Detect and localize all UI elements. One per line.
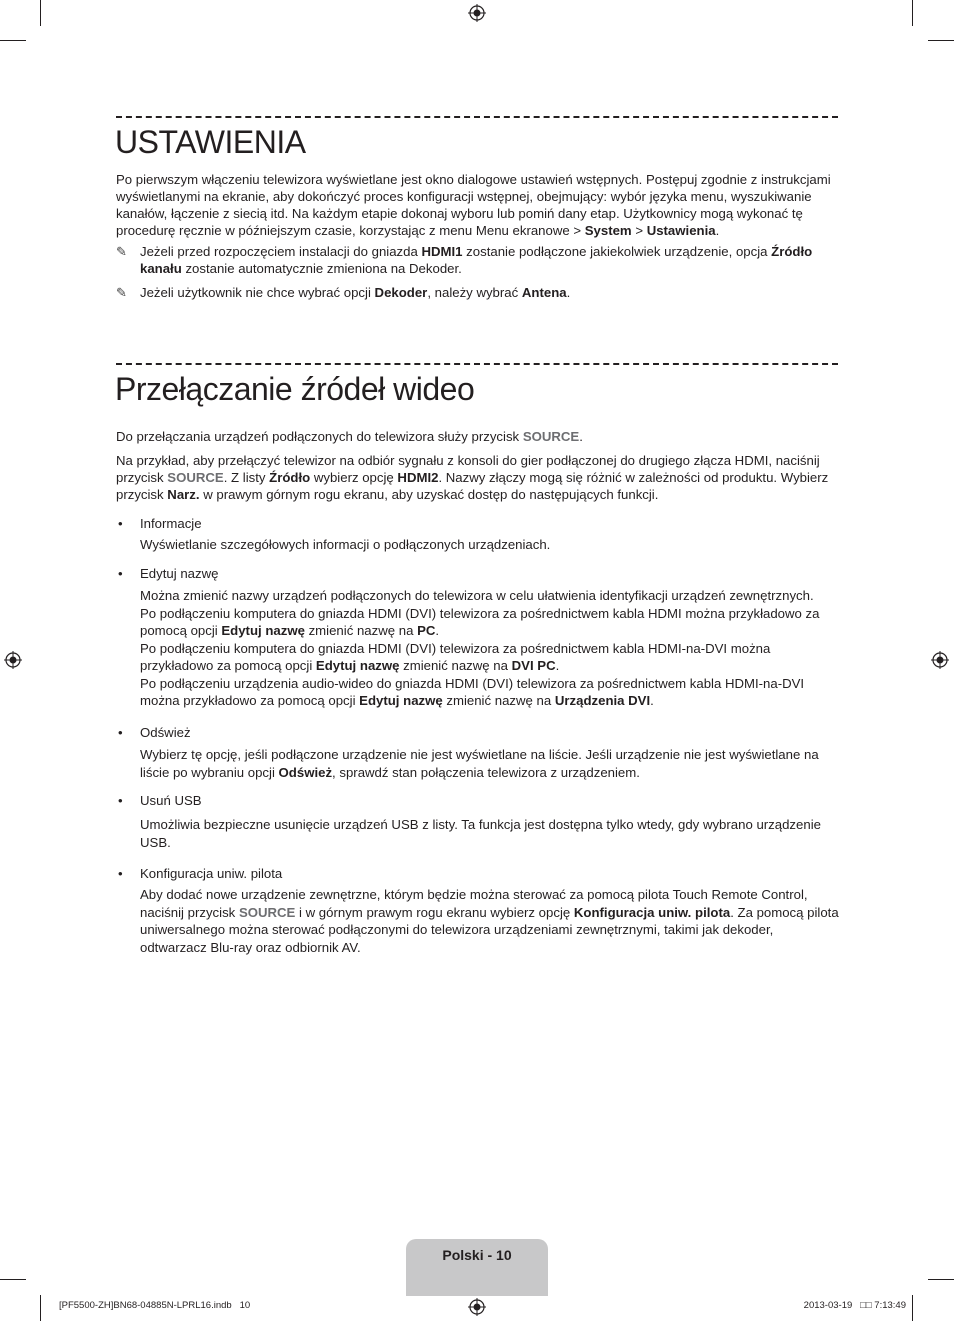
section-divider [116,363,838,365]
crop-mark [40,0,41,26]
registration-mark-icon [468,1298,486,1316]
list-item-title: Odśwież [140,725,191,740]
bullet: • [118,566,123,581]
crop-mark [912,1295,913,1321]
list-item-title: Konfiguracja uniw. pilota [140,866,283,881]
bullet: • [118,866,123,881]
footer-timestamp: 2013-03-19 □□ 7:13:49 [803,1300,906,1311]
bullet: • [118,725,123,740]
page-number: Polski - 10 [442,1247,512,1263]
pencil-note-icon: ✎ [116,285,127,300]
bullet: • [118,516,123,531]
registration-mark-icon [931,651,949,669]
pencil-note-icon: ✎ [116,244,127,259]
section-title-przelaczanie: Przełączanie źródeł wideo [115,371,475,407]
section-title-ustawienia: USTAWIENIA [115,124,306,160]
registration-mark-icon [468,4,486,22]
note-text: Jeżeli użytkownik nie chce wybrać opcji Dekoder, należy wybrać Antena. [140,285,571,300]
list-item-description: Wybierz tę opcję, jeśli podłączone urządzenie nie jest wyświetlane na liście. Jeśli urządzenie nie jest wyświetlane na liście po wybraniu opcji Odśwież, sprawdź stan połączenia telewizora z urządzeniem. [140,747,819,780]
bullet: • [118,793,123,808]
crop-mark [0,40,26,41]
section-divider [116,116,838,118]
registration-mark-icon [4,651,22,669]
crop-mark [912,0,913,26]
crop-mark [40,1295,41,1321]
crop-mark [0,1279,26,1280]
list-item-description: Aby dodać nowe urządzenie zewnętrzne, którym będzie można sterować za pomocą pilota Touch Remote Control, naciśnij przycisk SOURCE i w górnym prawym rogu ekranu wybierz opcję Konfiguracja uniw. pilota. Za pomocą pilota uniwersalnego można sterować podłączonymi do telewizora urządzeniami zewnętrznymi, takimi jak dekoder, odtwarzacz Blu-ray oraz odbiornik AV. [140,887,839,955]
page-number-tab [406,1239,548,1296]
note-text: Jeżeli przed rozpoczęciem instalacji do gniazda HDMI1 zostanie podłączone jakiekolwiek urządzenie, opcja Źródło kanału zostanie automatycznie zmieniona na Dekoder. [140,244,813,276]
list-item-title: Usuń USB [140,793,202,808]
list-item-title: Edytuj nazwę [140,566,219,581]
footer-file-info: [PF5500-ZH]BN68-04885N-LPRL16.indb 10 [59,1300,251,1311]
example-paragraph: Na przykład, aby przełączyć telewizor na odbiór sygnału z konsoli do gier podłączonej do drugiego złącza HDMI, naciśnij przycisk SOURCE. Z listy Źródło wybierz opcję HDMI2. Nazwy złączy mogą się różnić w zależności od produktu. Wybierz przycisk Narz. w prawym górnym rogu ekranu, aby uzyskać dostęp do następujących funkcji. [116,453,829,502]
source-paragraph: Do przełączania urządzeń podłączonych do telewizora służy przycisk SOURCE. [116,429,583,444]
list-item-title: Informacje [140,516,202,531]
ustawienia-intro-paragraph: Po pierwszym włączeniu telewizora wyświetlane jest okno dialogowe ustawień wstępnych. Postępuj zgodnie z instrukcjami wyświetlanymi na ekranie, aby dokończyć proces konfiguracji wstępnej, obejmujący: wybór języka menu, wyszukiwanie kanałów, łączenie z siecią itd. Na każdym etapie dokonaj wyboru lub pomiń dany etap. Użytkownicy mogą wykonać tę procedurę ręcznie w późniejszym czasie, korzystając z menu Menu ekranowe > System > Ustawienia. [116,172,831,238]
list-item-description: Można zmienić nazwy urządzeń podłączonych do telewizora w celu ułatwienia identyfikacji urządzeń zewnętrznych. Po podłączeniu komputera do gniazda HDMI (DVI) telewizora za pośrednictwem kabla HDMI można przykładowo za pomocą opcji Edytuj nazwę zmienić nazwę na PC. Po podłączeniu komputera do gniazda HDMI (DVI) telewizora za pośrednictwem kabla HDMI-na-DVI można przykładowo za pomocą opcji Edytuj nazwę zmienić nazwę na DVI PC. Po podłączeniu urządzenia audio-wideo do gniazda HDMI (DVI) telewizora za pośrednictwem kabla HDMI-na-DVI można przykładowo za pomocą opcji Edytuj nazwę zmienić nazwę na Urządzenia DVI. [140,588,820,708]
crop-mark [928,40,954,41]
crop-mark [928,1279,954,1280]
list-item-description: Umożliwia bezpieczne usunięcie urządzeń USB z listy. Ta funkcja jest dostępna tylko wtedy, gdy wybrano urządzenie USB. [140,817,821,850]
list-item-description: Wyświetlanie szczegółowych informacji o podłączonych urządzeniach. [140,537,551,552]
